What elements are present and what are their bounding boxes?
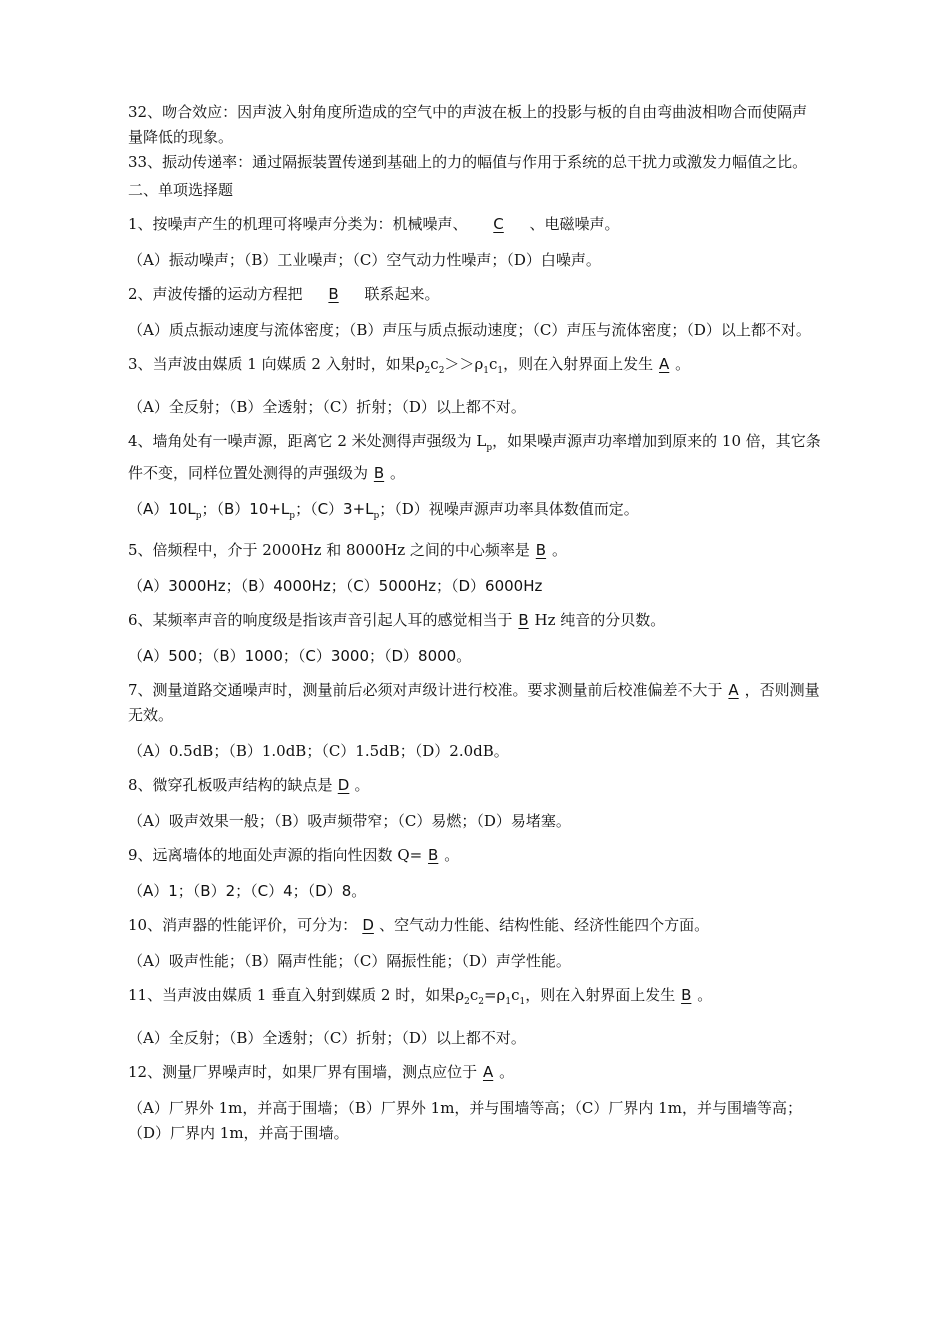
definition-33: 33、振动传递率：通过隔振装置传递到基础上的力的幅值与作用于系统的总干扰力或激发力幅值之比。	[128, 153, 808, 171]
question-11: 11、当声波由媒质 1 垂直入射到媒质 2 时，如果$\rho_2c_2=\rho_1c_1$，则在入射界面上发生 B 。	[128, 983, 822, 1015]
options-8: （A）吸声效果一般；（B）吸声频带窄；（C）易燃；（D）易堵塞。	[128, 812, 571, 830]
impedance-formula: $\rho_2c_2=\rho_1c_1$	[455, 986, 526, 1007]
answer-blank: A	[659, 355, 670, 373]
question-2: 2、声波传播的运动方程把 B 联系起来。	[128, 282, 822, 307]
answer-blank: B	[681, 986, 692, 1004]
answer-blank: A	[482, 1063, 494, 1081]
answer-blank: A	[728, 681, 739, 699]
answer-blank: D	[362, 916, 374, 934]
section-title: 二、单项选择题	[128, 181, 234, 199]
answer-blank: B	[518, 611, 529, 629]
question-7: 7、测量道路交通噪声时，测量前后必须对声级计进行校准。要求测量前后校准偏差不大于 A ，否则测量无效。	[128, 678, 822, 728]
impedance-formula: $\rho_2c_2>>\rho_1c_1$	[415, 355, 504, 376]
answer-blank: B	[535, 541, 547, 559]
options-12: （A）厂界外 1m，并高于围墙；（B）厂界外 1m，并与围墙等高；（C）厂界内 1m，并与围墙等高；（D）厂界内 1m，并高于围墙。	[128, 1099, 802, 1142]
question-12: 12、测量厂界噪声时，如果厂界有围墙，测点应位于 A 。	[128, 1060, 822, 1085]
options-5: （A）3000Hz；（B）4000Hz；（C）5000Hz；（D）6000Hz	[128, 577, 543, 595]
answer-blank: D	[337, 776, 350, 794]
options-1: （A）振动噪声；（B）工业噪声；（C）空气动力性噪声；（D）白噪声。	[128, 251, 601, 269]
question-4: 4、墙角处有一噪声源，距离它 2 米处测得声强级为 $L_p$，如果噪声源声功率增加到原来的 10 倍，其它条件不变，同样位置处测得的声强级为 B 。	[128, 429, 822, 486]
options-11: （A）全反射；（B）全透射；（C）折射；（D）以上都不对。	[128, 1029, 526, 1047]
question-1: 1、按噪声产生的机理可将噪声分类为：机械噪声、 C 、电磁噪声。	[128, 212, 822, 237]
answer-blank: B	[328, 285, 339, 303]
options-10: （A）吸声性能；（B）隔声性能；（C）隔振性能；（D）声学性能。	[128, 952, 571, 970]
question-10: 10、消声器的性能评价，可分为： D 、空气动力性能、结构性能、经济性能四个方面。	[128, 913, 822, 938]
answer-blank: B	[373, 464, 385, 482]
answer-blank: C	[493, 215, 504, 233]
options-4: $(A)10L_p$；$(B)10+L_p$；$(C)3+L_p$；（D）视噪声源声功率具体数值而定。	[128, 500, 639, 521]
options-2: （A）质点振动速度与流体密度；（B）声压与质点振动速度；（C）声压与流体密度；（D）以上都不对。	[128, 321, 811, 339]
question-8: 8、微穿孔板吸声结构的缺点是 D 。	[128, 773, 822, 798]
options-9: （A）1；（B）2；（C）4；（D）8。	[128, 882, 367, 900]
question-5: 5、倍频程中，介于 2000Hz 和 8000Hz 之间的中心频率是 B 。	[128, 538, 822, 563]
question-3: 3、当声波由媒质 1 向媒质 2 入射时，如果$\rho_2c_2>>\rho_1c_1$，则在入射界面上发生 A 。	[128, 352, 822, 384]
definition-32: 32、吻合效应：因声波入射角度所造成的空气中的声波在板上的投影与板的自由弯曲波相吻合而使隔声量降低的现象。	[128, 103, 808, 146]
answer-blank: B	[428, 846, 439, 864]
question-9: 9、远离墙体的地面处声源的指向性因数 Q= B 。	[128, 843, 822, 868]
question-6: 6、某频率声音的响度级是指该声音引起人耳的感觉相当于 B Hz 纯音的分贝数。	[128, 608, 822, 633]
options-7: （A）0.5dB；（B）1.0dB；（C）1.5dB；（D）2.0dB。	[128, 742, 509, 760]
options-6: （A）500；（B）1000；（C）3000；（D）8000。	[128, 647, 472, 665]
options-3: （A）全反射；（B）全透射；（C）折射；（D）以上都不对。	[128, 398, 526, 416]
